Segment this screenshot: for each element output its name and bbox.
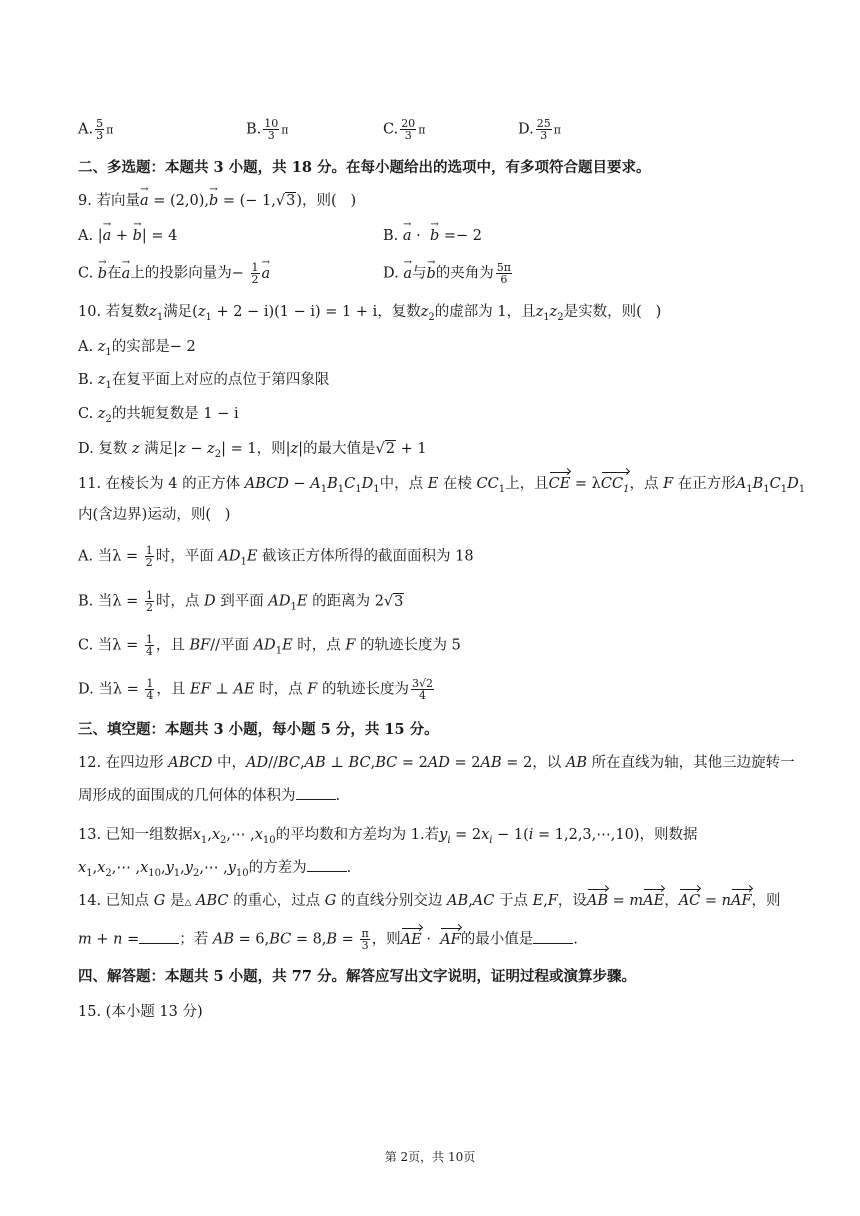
q9-option-c: C. → b在→ a上的投影向量为− $\frac{1}{2}$ → a (78, 262, 270, 285)
section3-heading: 三、填空题：本题共 3 小题，每小题 5 分，共 15 分。 (78, 721, 439, 738)
page-footer: 第 2页，共 10页 (384, 1150, 476, 1164)
q10-option-b: B. $z_1$在复平面上对应的点位于第四象限 (78, 372, 330, 391)
q14-stem-2: m + n = ；若 AB = 6,BC = 8,B = $\frac{\pi}{3}$ ，则AE · AF的最小值是 . (78, 927, 578, 952)
q10-option-a: A. $z_1$的实部是− 2 (78, 339, 196, 358)
section4-heading: 四、解答题：本题共 5 小题，共 77 分。解答应写出文字说明，证明过程或演算步骤。 (78, 968, 636, 985)
q9-stem: 9. 若向量→ a = (2,0),→ b = (− 1,√3)，则( ) (78, 191, 356, 211)
q11-option-d: D. 当λ = $\frac{1}{4}$ ，且 EF ⊥ AE 时，点 F 的轨迹长度为 $\frac{3√2}{4}$ (78, 677, 433, 702)
q9-option-b: B. → a · → b =− 2 (383, 226, 482, 246)
q8-option-b: B. $\frac{10}{3}$ π (246, 117, 289, 142)
q11-option-c: C. 当λ = $\frac{1}{4}$ ，且 BF//平面 $AD_1E$ 时，点 F 的轨迹长度为 5 (78, 633, 461, 658)
section2-heading: 二、多选题：本题共 3 小题，共 18 分。在每小题给出的选项中，有多项符合题目要求。 (78, 159, 651, 176)
q10-option-d: D. 复数 z 满足$|z - z_2| = 1$，则|z|的最大值是√2 + 1 (78, 441, 427, 460)
q11-stem-1: 11. 在棱长为 4 的正方体 ABCD − $A_1B_1C_1D_1$中，点 E 在棱 $CC_1$上，且CE = λCC$_1$，点 F 在正方形$A_1B_1C_1D_1$ (78, 474, 805, 500)
q8-option-a: A. $\frac{5}{3}$ π (78, 117, 114, 142)
q9-option-a: A. |→ a + → b| = 4 (78, 226, 177, 246)
q13-stem-2: $x_1,x_2,\cdots$ $,x_{10},y_1,y_2,\cdots$ $,y_{10}$的方差为 . (78, 860, 352, 879)
q13-stem-1: 13. 已知一组数据$x_1,x_2,\cdots$ $,x_{10}$的平均数和方差均为 1.若$y_i = 2x_i - 1(i$ = 1,2,3,⋯,10)，则数据 (78, 827, 698, 846)
q8-option-d: D. $\frac{25}{3}$ π (518, 117, 561, 142)
q8-option-c: C. $\frac{20}{3}$ π (383, 117, 426, 142)
q11-option-a: A. 当λ = $\frac{1}{2}$ 时，平面 $AD_1E$ 截该正方体所得的截面面积为 18 (78, 544, 474, 569)
q12-stem-2: 周形成的面围成的几何体的体积为 . (78, 788, 341, 804)
q10-option-c: C. $z_2$的共轭复数是 1 − i (78, 406, 239, 425)
q9-option-d: D. → a与→ b的夹角为 $\frac{5\pi}{6}$ (383, 262, 514, 285)
q10-stem: 10. 若复数$z_1$满足$(z_1 + 2 - i)(1 - i) = 1 + i$，复数$z_2$的虚部为 1，且$z_1z_2$是实数，则( ) (78, 304, 662, 323)
q12-stem-1: 12. 在四边形 ABCD 中，AD//BC,AB ⊥ BC,BC = 2AD = 2AB = 2，以 AB 所在直线为轴，其他三边旋转一 (78, 755, 795, 771)
q15-stem: 15. (本小题 13 分) (78, 1004, 203, 1020)
q14-stem-1: 14. 已知点 G 是△ ABC 的重心，过点 G 的直线分别交边 AB,AC 于点 E,F，设AB = mAE，AC = nAF，则 (78, 893, 781, 909)
q11-option-b: B. 当λ = $\frac{1}{2}$ 时，点 D 到平面 $AD_1E$ 的距离为 2√3 (78, 589, 404, 614)
q11-stem-2: 内(含边界)运动，则( ) (78, 507, 231, 523)
